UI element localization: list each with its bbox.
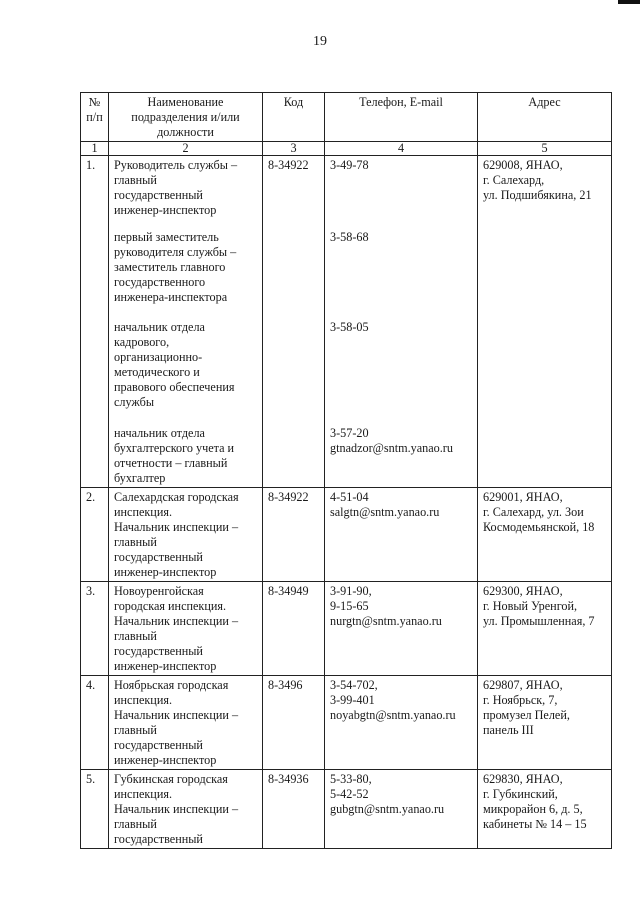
position-text: начальник отдела бухгалтерского учета и отчетности – главный бухгалтер bbox=[114, 426, 235, 485]
header-row bbox=[81, 93, 612, 142]
address-cell: 629830, ЯНАО, г. Губкинский, микрорайон 6, д. 5, кабинеты № 14 – 15 bbox=[478, 770, 612, 849]
phone-cell: 4-51-04 salgtn@sntm.yanao.ru bbox=[325, 488, 478, 582]
row-number: 4. bbox=[81, 676, 109, 770]
position-text: начальник отдела кадрового, организационно- методического и правового обеспечения службы bbox=[114, 320, 235, 409]
name-cell: Ноябрьская городская инспекция. Начальник инспекции – главный государственный инженер-инспектор bbox=[109, 676, 263, 770]
name-cell: Новоуренгойская городская инспекция. Начальник инспекции – главный государственный инженер-инспектор bbox=[109, 582, 263, 676]
column-number: 1 bbox=[81, 142, 109, 156]
table-row bbox=[81, 488, 612, 582]
position-text: первый заместитель руководителя службы – заместитель главного государственного инженера-инспектора bbox=[114, 230, 237, 304]
column-number: 2 bbox=[109, 142, 263, 156]
code-cell: 8-34936 bbox=[263, 770, 325, 849]
column-number: 3 bbox=[263, 142, 325, 156]
header-code: Код bbox=[263, 93, 325, 142]
positions-cell bbox=[109, 156, 263, 488]
table-row bbox=[81, 582, 612, 676]
code-cell: 8-3496 bbox=[263, 676, 325, 770]
header-address: Адрес bbox=[478, 93, 612, 142]
phone-cell: 5-33-80, 5-42-52 gubgtn@sntm.yanao.ru bbox=[325, 770, 478, 849]
address-cell: 629300, ЯНАО, г. Новый Уренгой, ул. Промышленная, 7 bbox=[478, 582, 612, 676]
column-number: 4 bbox=[325, 142, 478, 156]
row-number: 1. bbox=[81, 156, 109, 488]
header-number: № п/п bbox=[81, 93, 109, 142]
contacts-table bbox=[80, 92, 612, 849]
code-cell: 8-34922 bbox=[263, 488, 325, 582]
phone-text: 3-57-20 gtnadzor@sntm.yanao.ru bbox=[330, 426, 453, 455]
page-number: 19 bbox=[313, 34, 327, 49]
phone-cell: 3-91-90, 9-15-65 nurgtn@sntm.yanao.ru bbox=[325, 582, 478, 676]
phone-text: 3-58-05 bbox=[330, 320, 369, 334]
phones-cell bbox=[325, 156, 478, 488]
table-row bbox=[81, 770, 612, 849]
corner-mark bbox=[618, 0, 640, 4]
position-text: Руководитель службы – главный государственный инженер-инспектор bbox=[114, 158, 238, 217]
header-name: Наименование подразделения и/или должности bbox=[109, 93, 263, 142]
address-cell: 629001, ЯНАО, г. Салехард, ул. Зои Космодемьянской, 18 bbox=[478, 488, 612, 582]
table-row bbox=[81, 156, 612, 488]
column-number: 5 bbox=[478, 142, 612, 156]
row-number: 5. bbox=[81, 770, 109, 849]
name-cell: Губкинская городская инспекция. Начальник инспекции – главный государственный bbox=[109, 770, 263, 849]
column-numbers-row bbox=[81, 142, 612, 156]
name-cell: Салехардская городская инспекция. Начальник инспекции – главный государственный инженер-инспектор bbox=[109, 488, 263, 582]
phone-cell: 3-54-702, 3-99-401 noyabgtn@sntm.yanao.ru bbox=[325, 676, 478, 770]
code-cell: 8-34922 bbox=[263, 156, 325, 488]
header-phone: Телефон, E-mail bbox=[325, 93, 478, 142]
phone-text: 3-58-68 bbox=[330, 230, 369, 244]
table-row bbox=[81, 676, 612, 770]
row-number: 3. bbox=[81, 582, 109, 676]
row-number: 2. bbox=[81, 488, 109, 582]
address-cell: 629008, ЯНАО, г. Салехард, ул. Подшибякина, 21 bbox=[478, 156, 612, 488]
code-cell: 8-34949 bbox=[263, 582, 325, 676]
address-cell: 629807, ЯНАО, г. Ноябрьск, 7, промузел Пелей, панель III bbox=[478, 676, 612, 770]
phone-text: 3-49-78 bbox=[330, 158, 369, 172]
